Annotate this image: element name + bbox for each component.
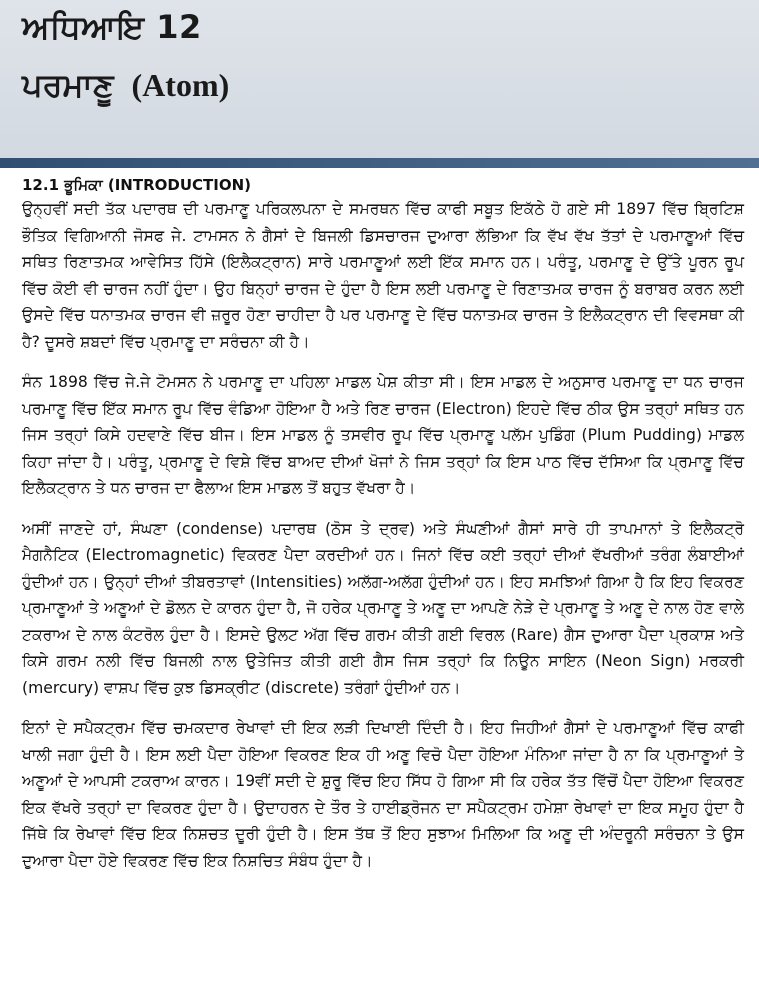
section-heading: 12.1 ਭੂਮਿਕਾ (INTRODUCTION) — [22, 176, 252, 194]
header-divider-band — [0, 158, 759, 168]
chapter-title-english: (Atom) — [131, 67, 230, 103]
chapter-title-punjabi: ਪਰਮਾਣੂ — [22, 66, 114, 104]
paragraph-3: ਅਸੀਂ ਜਾਣਦੇ ਹਾਂ, ਸੰਘਣਾ (condense) ਪਦਾਰਥ (ਠੋਸ ਤੇ ਦ੍ਰਵ) ਅਤੇ ਸੰਘਣੀਆਂ ਗੈਸਾਂ ਸਾਰੇ ਹੀ ਤਾਪਮਾਨਾਂ ਤੇ ਇਲੈਕਟ੍ਰੋ ਮੈਗਨੈਟਿਕ (Electromagnetic) ਵਿਕਰਣ ਪੈਦਾ ਕਰਦੀਆਂ ਹਨ। ਜਿਨਾਂ ਵਿੱਚ ਕਈ ਤਰ੍ਹਾਂ ਦੀਆਂ ਵੱਖਰੀਆਂ ਤਰੰਗ ਲੰਬਾਈਆਂ ਹੁੰਦੀਆਂ ਹਨ। ਉਨ੍ਹਾਂ ਦੀਆਂ ਤੀਬਰਤਾਵਾਂ (Intensities) ਅਲੱਗ-ਅਲੱਗ ਹੁੰਦੀਆਂ ਹਨ। ਇਹ ਸਮਝਿਆਂ ਗਿਆ ਹੈ ਕਿ ਇਹ ਵਿਕਰਣ ਪ੍ਰਮਾਣੂਆਂ ਤੇ ਅਣੂਆਂ ਦੇ ਡੋਲਨ ਦੇ ਕਾਰਨ ਹੁੰਦਾ ਹੈ, ਜੋ ਹਰੇਕ ਪ੍ਰਮਾਣੂ ਤੇ ਅਣੂ ਦਾ ਆਪਣੇ ਨੇੜੇ ਦੇ ਪ੍ਰਮਾਣੂ ਤੇ ਅਣੂ ਦੇ ਨਾਲ ਹੋਣ ਵਾਲੇ ਟਕਰਾਅ ਦੇ ਨਾਲ ਕੰਟਰੋਲ ਹੁੰਦਾ ਹੈ। ਇਸਦੇ ਉਲਟ ਅੱਗ ਵਿੱਚ ਗਰਮ ਕੀਤੀ ਗਈ ਵਿਰਲ (Rare) ਗੈਸ ਦੁਆਰਾ ਪੈਦਾ ਪ੍ਰਕਾਸ਼ ਅਤੇ ਕਿਸੇ ਗਰਮ ਨਲੀ ਵਿੱਚ ਬਿਜਲੀ ਨਾਲ ਉਤੇਜਿਤ ਕੀਤੀ ਗਈ ਗੈਸ ਜਿਸ ਤਰ੍ਹਾਂ ਕਿ ਨਿਊਨ ਸਾਇਨ (Neon Sign) ਮਰਕਰੀ (mercury) ਵਾਸ਼ਪ ਵਿੱਚ ਕੁਝ ਡਿਸਕ੍ਰੀਟ (discrete) ਤਰੰਗਾਂ ਹੁੰਦੀਆਂ ਹਨ। — [22, 519, 744, 697]
chapter-header — [0, 0, 759, 158]
page-body — [22, 176, 744, 888]
chapter-number: ਅਧਿਆਇ 12 — [22, 8, 202, 46]
paragraph-4: ਇਨਾਂ ਦੇ ਸਪੈਕਟ੍ਰਮ ਵਿੱਚ ਚਮਕਦਾਰ ਰੇਖਾਵਾਂ ਦੀ ਇਕ ਲੜੀ ਦਿਖਾਈ ਦਿੰਦੀ ਹੈ। ਇਹ ਜਿਹੀਆਂ ਗੈਸਾਂ ਦੇ ਪਰਮਾਣੂਆਂ ਵਿੱਚ ਕਾਫੀ ਖਾਲੀ ਜਗਾ ਹੁੰਦੀ ਹੈ। ਇਸ ਲਈ ਪੈਦਾ ਹੋਇਆ ਵਿਕਰਣ ਇਕ ਹੀ ਅਣੂ ਵਿਚੋ ਪੈਦਾ ਹੋਇਆ ਮੰਨਿਆ ਜਾਂਦਾ ਹੈ ਨਾ ਕਿ ਪ੍ਰਮਾਣੂਆਂ ਤੇ ਅਣੂਆਂ ਦੇ ਆਪਸੀ ਟਕਰਾਅ ਕਾਰਨ। 19ਵੀਂ ਸਦੀ ਦੇ ਸ਼ੁਰੂ ਵਿੱਚ ਇਹ ਸਿੱਧ ਹੋ ਗਿਆ ਸੀ ਕਿ ਹਰੇਕ ਤੱਤ ਵਿੱਚੋਂ ਪੈਦਾ ਹੋਇਆ ਵਿਕਰਣ ਇਕ ਵੱਖਰੇ ਤਰ੍ਹਾਂ ਦਾ ਵਿਕਰਣ ਹੁੰਦਾ ਹੈ। ਉਦਾਹਰਨ ਦੇ ਤੌਰ ਤੇ ਹਾਈਡ੍ਰੋਜਨ ਦਾ ਸਪੈਕਟ੍ਰਮ ਹਮੇਸ਼ਾ ਰੇਖਾਵਾਂ ਦਾ ਇਕ ਸਮੂਹ ਹੁੰਦਾ ਹੈ ਜਿੱਥੇ ਕਿ ਰੇਖਾਵਾਂ ਵਿੱਚ ਇਕ ਨਿਸ਼ਚਤ ਦੂਰੀ ਹੁੰਦੀ ਹੈ। ਇਸ ਤੱਥ ਤੋਂ ਇਹ ਸੁਝਾਅ ਮਿਲਿਆ ਕਿ ਅਣੂ ਦੀ ਅੰਦਰੂਨੀ ਸਰੰਚਨਾ ਤੇ ਉਸ ਦੁਆਰਾ ਪੈਦਾ ਹੋਏ ਵਿਕਰਣ ਵਿੱਚ ਇਕ ਨਿਸ਼ਚਿਤ ਸੰਬੰਧ ਹੁੰਦਾ ਹੈ। — [22, 719, 744, 870]
paragraph-1: ਉਨ੍ਹਵੀਂ ਸਦੀ ਤੱਕ ਪਦਾਰਥ ਦੀ ਪਰਮਾਣੂ ਪਰਿਕਲਪਨਾ ਦੇ ਸਮਰਥਨ ਵਿੱਚ ਕਾਫੀ ਸਬੂਤ ਇਕੱਠੇ ਹੋ ਗਏ ਸੀ 1897 ਵਿੱਚ ਬ੍ਰਿਟਿਸ਼ ਭੌਤਿਕ ਵਿਗਿਆਨੀ ਜੋਸਫ ਜੇ. ਟਾਮਸਨ ਨੇ ਗੈਸਾਂ ਦੇ ਬਿਜਲੀ ਡਿਸਚਾਰਜ ਦੁਆਰਾ ਲੱਭਿਆ ਕਿ ਵੱਖ ਵੱਖ ਤੱਤਾਂ ਦੇ ਪਰਮਾਣੂਆਂ ਵਿੱਚ ਸਥਿਤ ਰਿਣਾਤਮਕ ਆਵੇਸਿਤ ਹਿੱਸੇ (ਇਲੈਕਟ੍ਰਾਨ) ਸਾਰੇ ਪਰਮਾਣੂਆਂ ਲਈ ਇੱਕ ਸਮਾਨ ਹਨ। ਪਰੰਤੂ, ਪਰਮਾਣੂ ਦੇ ਉੱਤੇ ਪੂਰਨ ਰੂਪ ਵਿੱਚ ਕੋਈ ਵੀ ਚਾਰਜ ਨਹੀਂ ਹੁੰਦਾ। ਉਹ ਬਿਨ੍ਹਾਂ ਚਾਰਜ ਦੇ ਹੁੰਦਾ ਹੈ ਇਸ ਲਈ ਪਰਮਾਣੂ ਦੇ ਰਿਣਾਤਮਕ ਚਾਰਜ ਨੂੰ ਬਰਾਬਰ ਕਰਨ ਲਈ ਉਸਦੇ ਵਿੱਚ ਧਨਾਤਮਕ ਚਾਰਜ ਵੀ ਜ਼ਰੂਰ ਹੋਣਾ ਚਾਹੀਦਾ ਹੈ ਪਰ ਪਰਮਾਣੂ ਦੇ ਵਿੱਚ ਧਨਾਤਮਕ ਚਾਰਜ ਤੇ ਇਲੈਕਟ੍ਰਾਨ ਦੀ ਵਿਵਸਥਾ ਕੀ ਹੈ? ਦੂਸਰੇ ਸ਼ਬਦਾਂ ਵਿੱਚ ਪ੍ਰਮਾਣੂ ਦਾ ਸਰੰਚਨਾ ਕੀ ਹੈ। — [22, 200, 744, 351]
chapter-title — [22, 66, 229, 105]
paragraph-2: ਸੰਨ 1898 ਵਿੱਚ ਜੇ.ਜੇ ਟੋਮਸਨ ਨੇ ਪਰਮਾਣੂ ਦਾ ਪਹਿਲਾ ਮਾਡਲ ਪੇਸ਼ ਕੀਤਾ ਸੀ। ਇਸ ਮਾਡਲ ਦੇ ਅਨੁਸਾਰ ਪਰਮਾਣੂ ਦਾ ਧਨ ਚਾਰਜ ਪਰਮਾਣੂ ਵਿੱਚ ਇੱਕ ਸਮਾਨ ਰੂਪ ਵਿੱਚ ਵੰਡਿਆ ਹੋਇਆ ਹੈ ਅਤੇ ਰਿਣ ਚਾਰਜ (Electron) ਇਹਦੇ ਵਿੱਚ ਠੀਕ ਉਸ ਤਰ੍ਹਾਂ ਸਥਿਤ ਹਨ ਜਿਸ ਤਰ੍ਹਾਂ ਕਿਸੇ ਹਦਵਾਣੇ ਵਿੱਚ ਬੀਜ। ਇਸ ਮਾਡਲ ਨੂੰ ਤਸਵੀਰ ਰੂਪ ਵਿੱਚ ਪ੍ਰਮਾਣੂ ਪਲੱਮ ਪੁਡਿੰਗ (Plum Pudding) ਮਾਡਲ ਕਿਹਾ ਜਾਂਦਾ ਹੈ। ਪਰੰਤੂ, ਪ੍ਰਮਾਣੂ ਦੇ ਵਿਸ਼ੇ ਵਿੱਚ ਬਾਅਦ ਦੀਆਂ ਖੋਜਾਂ ਨੇ ਜਿਸ ਤਰ੍ਹਾਂ ਕਿ ਇਸ ਪਾਠ ਵਿੱਚ ਦੱਸਿਆ ਕਿ ਪ੍ਰਮਾਣੂ ਵਿੱਚ ਇਲੈਕਟ੍ਰਾਨ ਤੇ ਧਨ ਚਾਰਜ ਦਾ ਫੈਲਾਅ ਇਸ ਮਾਡਲ ਤੋਂ ਬਹੁਤ ਵੱਖਰਾ ਹੈ। — [22, 373, 744, 497]
